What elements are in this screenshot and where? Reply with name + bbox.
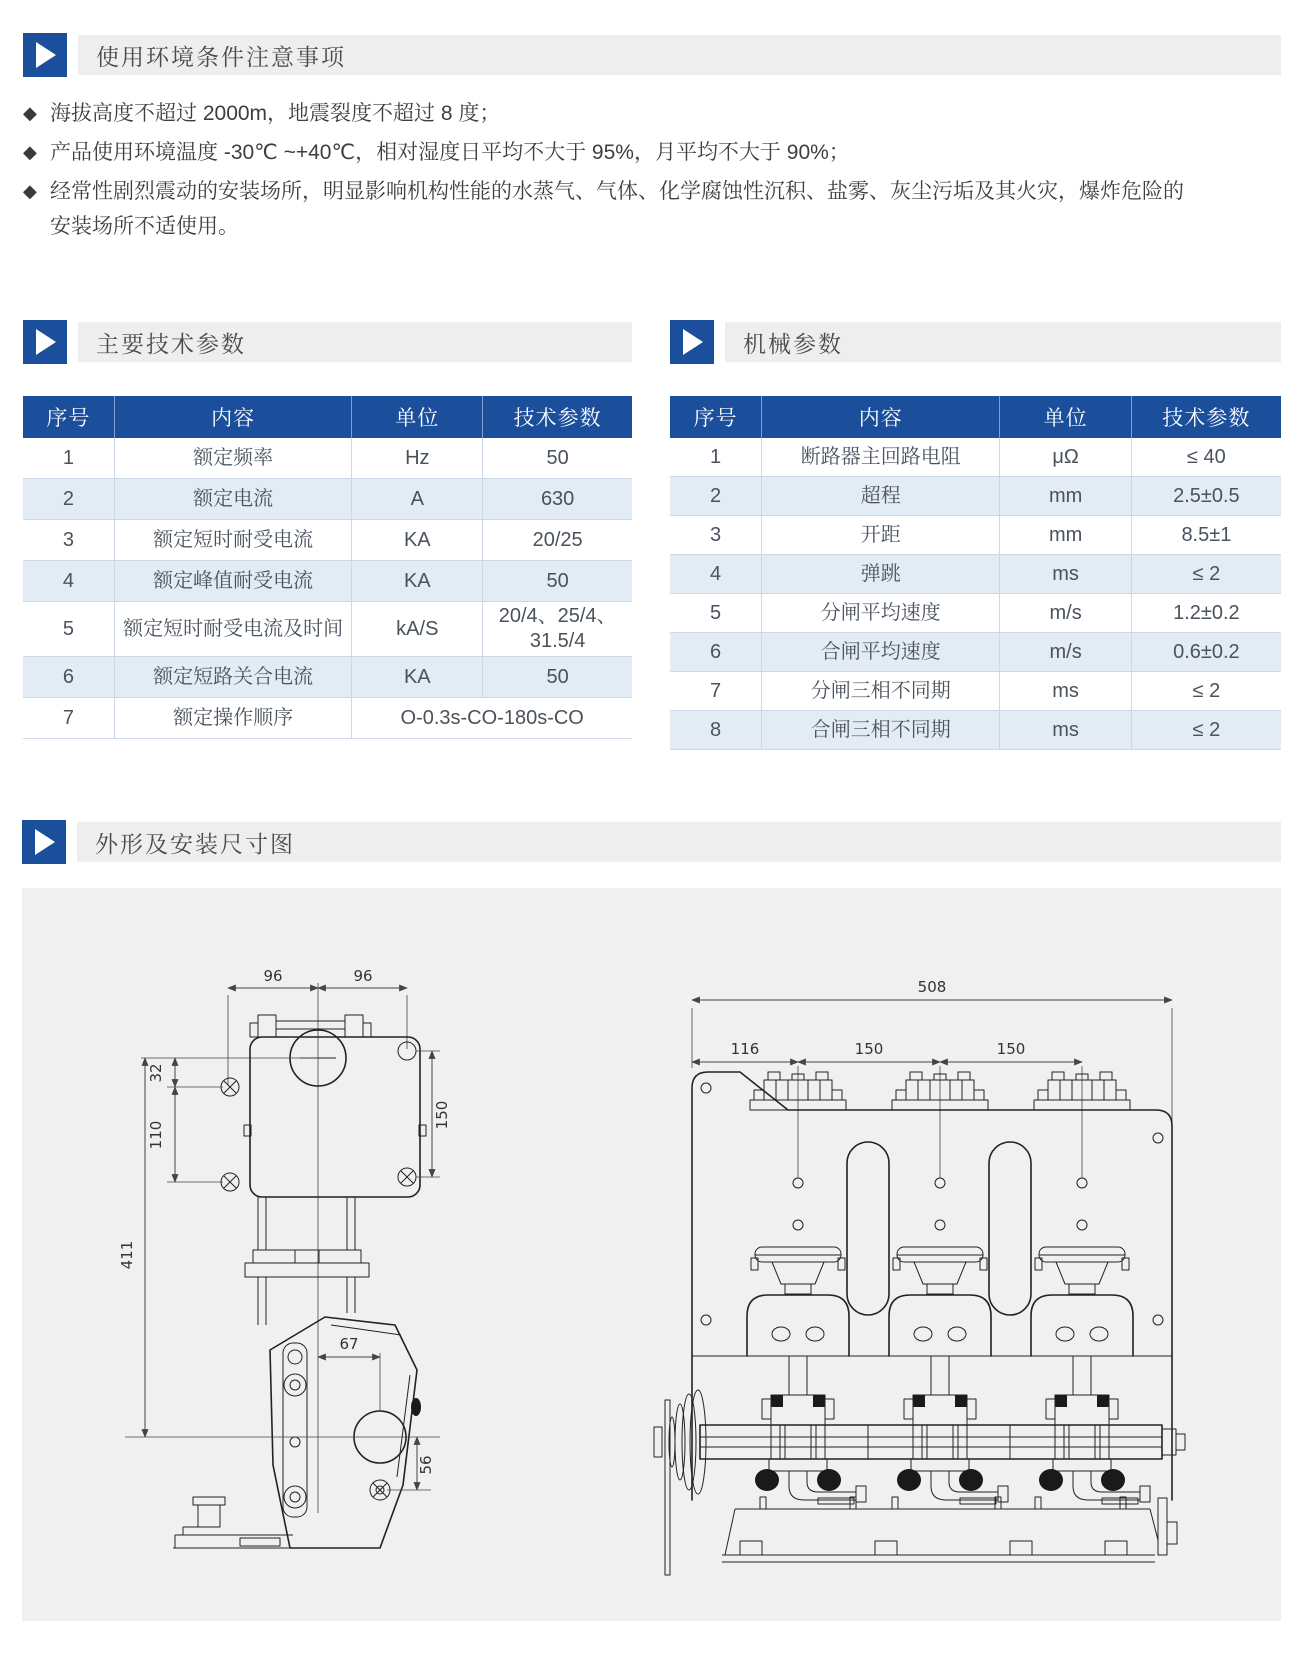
col-header: 序号: [670, 396, 762, 438]
table-header-row: [23, 396, 632, 438]
cell: 额定电流: [114, 479, 352, 520]
cell: 开距: [762, 516, 1000, 555]
cell-merged: O-0.3s-CO-180s-CO: [352, 698, 632, 739]
section-header-environment: [23, 33, 1281, 77]
cell: 额定短路关合电流: [114, 657, 352, 698]
note-text: 经常性剧烈震动的安装场所，明显影响机构性能的水蒸气、气体、化学腐蚀性沉积、盐雾、灰尘污垢及其火灾，爆炸危险的安装场所不适使用。: [50, 180, 1184, 238]
cell: 额定频率: [114, 438, 352, 479]
cell: 7: [23, 698, 114, 739]
dim-label: 150: [854, 1040, 884, 1058]
table-row: [670, 594, 1281, 633]
cell: 1.2±0.2: [1131, 594, 1281, 633]
cell: 8.5±1: [1131, 516, 1281, 555]
table-header-row: [670, 396, 1281, 438]
note-item: [23, 174, 1188, 244]
cell: 4: [23, 561, 114, 602]
cell: KA: [352, 520, 483, 561]
cell: 3: [670, 516, 762, 555]
section-header-mech-params: [670, 320, 1281, 364]
cell: ≤ 2: [1131, 672, 1281, 711]
dimension-drawing-panel: [22, 888, 1281, 1621]
cell: 额定短时耐受电流: [114, 520, 352, 561]
section-arrow-icon: [22, 820, 66, 864]
table-row: [23, 561, 632, 602]
cell: 5: [670, 594, 762, 633]
section-arrow-icon: [23, 320, 67, 364]
cell: ms: [1000, 711, 1131, 750]
dim-label: 32: [147, 1063, 165, 1083]
dim-label: 411: [118, 1240, 136, 1270]
cell: mm: [1000, 516, 1131, 555]
table-row: [670, 555, 1281, 594]
diamond-bullet-icon: ◆: [23, 181, 37, 201]
table-row: [23, 602, 632, 657]
side-view-dimension-drawing: [95, 905, 575, 1605]
note-item: [23, 135, 1188, 170]
cell: 2: [670, 477, 762, 516]
table-row: [670, 633, 1281, 672]
cell: KA: [352, 561, 483, 602]
col-header: 技术参数: [1131, 396, 1281, 438]
cell: ≤ 2: [1131, 711, 1281, 750]
cell: 8: [670, 711, 762, 750]
section-arrow-icon: [670, 320, 714, 364]
cell: 630: [483, 479, 632, 520]
dim-label: 56: [417, 1455, 435, 1475]
cell: 超程: [762, 477, 1000, 516]
col-header: 内容: [114, 396, 352, 438]
section-title: 使用环境条件注意事项: [78, 35, 1281, 75]
cell: 1: [23, 438, 114, 479]
cell: ≤ 2: [1131, 555, 1281, 594]
cell: KA: [352, 657, 483, 698]
table-row: [23, 438, 632, 479]
dim-label: 96: [353, 967, 373, 985]
note-item: [23, 96, 1188, 131]
cell: 额定短时耐受电流及时间: [114, 602, 352, 657]
section-title: 外形及安装尺寸图: [77, 822, 1281, 862]
tech-params-table: [23, 396, 632, 739]
dim-label: 96: [263, 967, 283, 985]
cell: 50: [483, 561, 632, 602]
section-arrow-icon: [23, 33, 67, 77]
section-title: 机械参数: [725, 322, 1281, 362]
cell: 1: [670, 438, 762, 477]
table-row: [23, 657, 632, 698]
cell: 合闸平均速度: [762, 633, 1000, 672]
cell: 分闸平均速度: [762, 594, 1000, 633]
cell: 50: [483, 657, 632, 698]
cell: 20/25: [483, 520, 632, 561]
col-header: 技术参数: [483, 396, 632, 438]
dim-label: 150: [996, 1040, 1026, 1058]
cell: 6: [670, 633, 762, 672]
dim-label: 116: [730, 1040, 760, 1058]
cell: 额定峰值耐受电流: [114, 561, 352, 602]
cell: 3: [23, 520, 114, 561]
col-header: 序号: [23, 396, 114, 438]
cell: 分闸三相不同期: [762, 672, 1000, 711]
cell: 20/4、25/4、31.5/4: [483, 602, 632, 657]
cell: μΩ: [1000, 438, 1131, 477]
section-header-tech-params: [23, 320, 632, 364]
mech-params-table: [670, 396, 1281, 750]
cell: 额定操作顺序: [114, 698, 352, 739]
col-header: 单位: [1000, 396, 1131, 438]
cell: m/s: [1000, 594, 1131, 633]
table-row: [670, 516, 1281, 555]
dim-label: 67: [339, 1335, 359, 1353]
section-header-outline: [22, 820, 1281, 864]
diamond-bullet-icon: ◆: [23, 142, 37, 162]
table-row: [23, 698, 632, 739]
diamond-bullet-icon: ◆: [23, 103, 37, 123]
cell: 4: [670, 555, 762, 594]
cell: 50: [483, 438, 632, 479]
table-row: [670, 477, 1281, 516]
dim-label: 508: [917, 978, 947, 996]
cell: A: [352, 479, 483, 520]
front-view-dimension-drawing: [610, 900, 1210, 1600]
table-row: [23, 520, 632, 561]
table-row: [670, 711, 1281, 750]
cell: 7: [670, 672, 762, 711]
cell: 5: [23, 602, 114, 657]
table-row: [670, 672, 1281, 711]
table-row: [23, 479, 632, 520]
dim-label: 150: [433, 1100, 451, 1130]
cell: 6: [23, 657, 114, 698]
cell: ≤ 40: [1131, 438, 1281, 477]
environment-notes: [23, 96, 1188, 248]
cell: m/s: [1000, 633, 1131, 672]
cell: 2: [23, 479, 114, 520]
cell: 弹跳: [762, 555, 1000, 594]
note-text: 产品使用环境温度 -30℃ ~+40℃，相对湿度日平均不大于 95%，月平均不大于 90%；: [50, 141, 850, 164]
cell: Hz: [352, 438, 483, 479]
cell: 0.6±0.2: [1131, 633, 1281, 672]
dim-label: 110: [147, 1120, 165, 1150]
col-header: 内容: [762, 396, 1000, 438]
cell: 2.5±0.5: [1131, 477, 1281, 516]
note-text: 海拔高度不超过 2000m，地震裂度不超过 8 度；: [50, 102, 501, 125]
cell: ms: [1000, 672, 1131, 711]
cell: 断路器主回路电阻: [762, 438, 1000, 477]
cell: ms: [1000, 555, 1131, 594]
section-title: 主要技术参数: [78, 322, 632, 362]
col-header: 单位: [352, 396, 483, 438]
cell: mm: [1000, 477, 1131, 516]
cell: 合闸三相不同期: [762, 711, 1000, 750]
table-row: [670, 438, 1281, 477]
cell: kA/S: [352, 602, 483, 657]
